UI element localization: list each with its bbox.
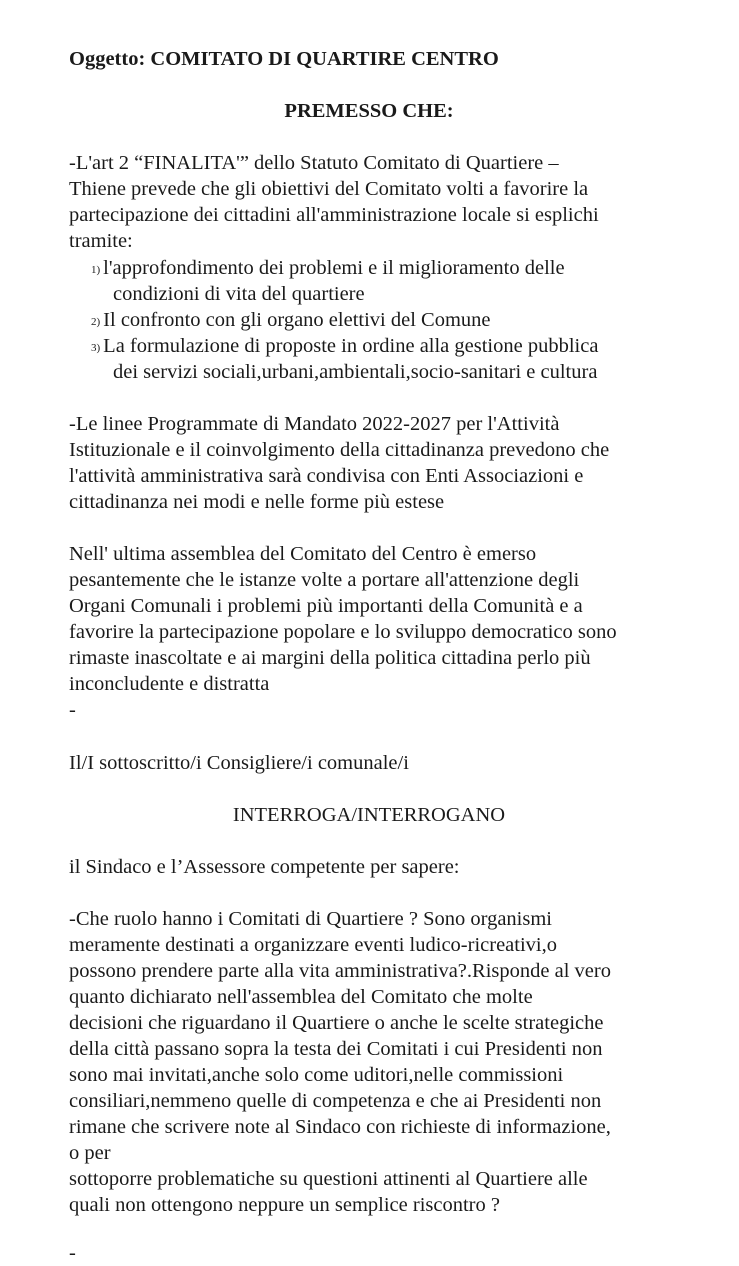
premise-1-line: Thiene prevede che gli obiettivi del Comitato volti a favorire la — [69, 178, 589, 200]
premise-3-line: rimaste inascoltate e ai margini della politica cittadina perlo più — [69, 647, 591, 669]
premise-3-line: Organi Comunali i problemi più importanti della Comunità e a — [69, 595, 583, 617]
premise-1-line: partecipazione dei cittadini all'amministrazione locale si esplichi — [69, 204, 599, 226]
question-line: sono mai invitati,anche solo come uditori,nelle commissioni — [69, 1064, 564, 1086]
question-line: -Che ruolo hanno i Comitati di Quartiere ? Sono organismi — [69, 908, 553, 930]
list-item-text: La formulazione di proposte in ordine alla gestione pubblica — [103, 335, 599, 357]
premise-2-line: -Le linee Programmate di Mandato 2022-2027 per l'Attività — [69, 413, 560, 435]
premise-2-line: cittadinanza nei modi e nelle forme più estese — [69, 491, 445, 513]
question-line: rimane che scrivere note al Sindaco con richieste di informazione, — [69, 1116, 611, 1138]
question-line: quali non ottengono neppure un semplice riscontro ? — [69, 1194, 500, 1216]
subject-line: Oggetto: COMITATO DI QUARTIRE CENTRO — [69, 48, 499, 70]
premise-3-dash: - — [69, 699, 76, 721]
list-item-text: l'approfondimento dei problemi e il miglioramento delle — [103, 257, 565, 279]
list-item-2 — [91, 307, 491, 335]
question-line: decisioni che riguardano il Quartiere o anche le scelte strategiche — [69, 1012, 604, 1034]
list-item-3 — [91, 333, 598, 361]
premise-2-line: Istituzionale e il coinvolgimento della cittadinanza prevedono che — [69, 439, 610, 461]
premise-1-line: tramite: — [69, 230, 133, 252]
premise-3-line: Nell' ultima assemblea del Comitato del Centro è emerso — [69, 543, 537, 565]
premise-3-line: inconcludente e distratta — [69, 673, 270, 695]
interroga-heading: INTERROGA/INTERROGANO — [232, 804, 506, 826]
question-line: possono prendere parte alla vita amministrativa?.Risponde al vero — [69, 960, 611, 982]
question-line: meramente destinati a organizzare eventi ludico-ricreativi,o — [69, 934, 557, 956]
list-number: 3) — [91, 342, 101, 354]
premise-1-line: -L'art 2 “FINALITA'” dello Statuto Comitato di Quartiere – — [69, 152, 559, 174]
list-item-3-continuation: dei servizi sociali,urbani,ambientali,socio-sanitari e cultura — [113, 361, 598, 383]
list-number: 2) — [91, 316, 101, 328]
trailing-dash: - — [69, 1242, 76, 1264]
addressee-line: il Sindaco e l’Assessore competente per sapere: — [69, 856, 460, 878]
list-item-1 — [91, 255, 565, 283]
premise-3-line: favorire la partecipazione popolare e lo sviluppo democratico sono — [69, 621, 617, 643]
list-number: 1) — [91, 264, 101, 276]
premise-3-line: pesantemente che le istanze volte a portare all'attenzione degli — [69, 569, 580, 591]
question-line: quanto dichiarato nell'assemblea del Comitato che molte — [69, 986, 533, 1008]
premise-2-line: l'attività amministrativa sarà condivisa con Enti Associazioni e — [69, 465, 584, 487]
question-line: consiliari,nemmeno quelle di competenza e che ai Presidenti non — [69, 1090, 602, 1112]
list-item-text: Il confronto con gli organo elettivi del Comune — [103, 309, 491, 331]
question-line: della città passano sopra la testa dei Comitati i cui Presidenti non — [69, 1038, 603, 1060]
question-line: sottoporre problematiche su questioni attinenti al Quartiere alle — [69, 1168, 588, 1190]
signatories-line: Il/I sottoscritto/i Consigliere/i comunale/i — [69, 752, 409, 774]
list-item-1-continuation: condizioni di vita del quartiere — [113, 283, 365, 305]
premise-heading: PREMESSO CHE: — [284, 100, 454, 122]
question-line: o per — [69, 1142, 111, 1164]
